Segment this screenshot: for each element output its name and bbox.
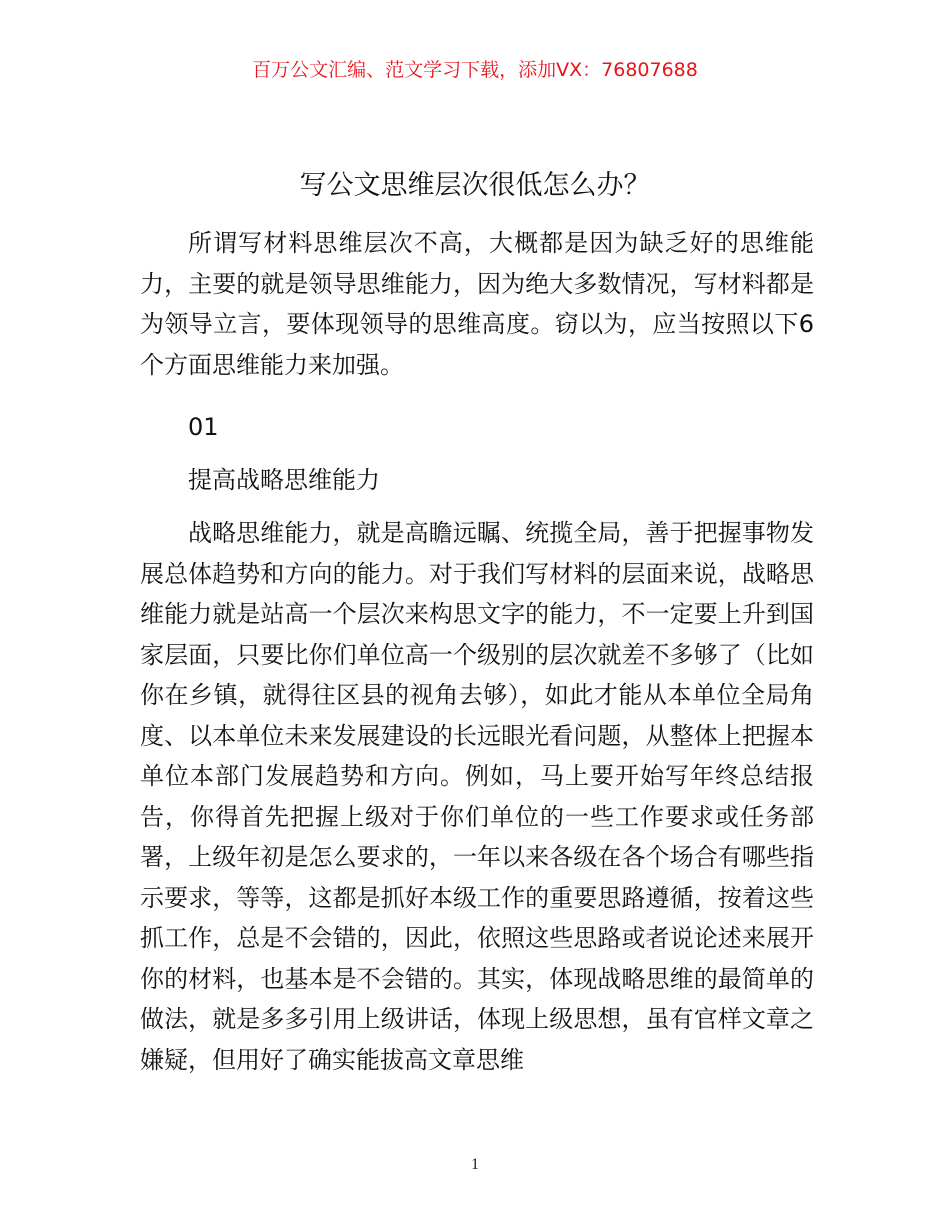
section-body-block xyxy=(140,513,814,1080)
section-heading: 提高战略思维能力 xyxy=(188,466,380,494)
document-title: 写公文思维层次很低怎么办？ xyxy=(299,170,651,201)
section-heading-block xyxy=(140,460,814,501)
section-number-block xyxy=(140,407,814,448)
intro-paragraph: 所谓写材料思维层次不高，大概都是因为缺乏好的思维能力，主要的就是领导思维能力，因为绝大多数情况，写材料都是为领导立言，要体现领导的思维高度。窃以为，应当按照以下6个方面思维能力来加强。 xyxy=(140,229,814,379)
page-number: 1 xyxy=(471,1156,479,1173)
header-banner: 百万公文汇编、范文学习下载，添加VX：76807688 xyxy=(252,59,698,81)
intro-paragraph-block xyxy=(140,223,814,385)
section-number: 01 xyxy=(188,413,219,441)
section-body: 战略思维能力，就是高瞻远瞩、统揽全局，善于把握事物发展总体趋势和方向的能力。对于我们写材料的层面来说，战略思维能力就是站高一个层次来构思文字的能力，不一定要上升到国家层面，只要比你们单位高一个级别的层次就差不多够了（比如你在乡镇，就得往区县的视角去够），如此才能从本单位全局角度、以本单位未来发展建设的长远眼光看问题，从整体上把握本单位本部门发展趋势和方向。例如，马上要开始写年终总结报告，你得首先把握上级对于你们单位的一些工作要求或任务部署，上级年初是怎么要求的，一年以来各级在各个场合有哪些指示要求，等等，这都是抓好本级工作的重要思路遵循，按着这些抓工作，总是不会错的，因此，依照这些思路或者说论述来展开你的材料，也基本是不会错的。其实，体现战略思维的最简单的做法，就是多多引用上级讲话，体现上级思想，虽有官样文章之嫌疑，但用好了确实能拔高文章思维 xyxy=(140,519,814,1074)
